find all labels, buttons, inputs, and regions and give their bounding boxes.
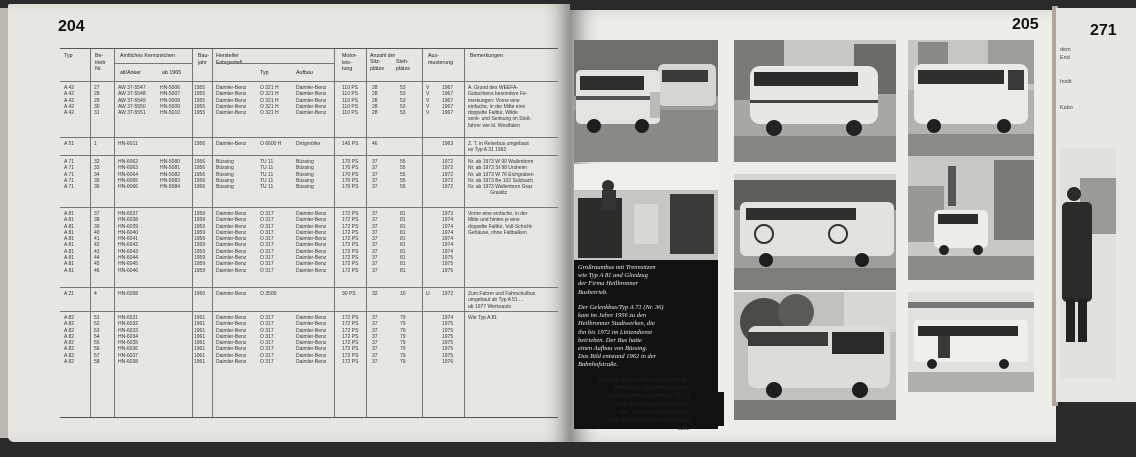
table-cell-sitz: 37 37 37 37 37 37 37 37 37 37 bbox=[372, 211, 378, 274]
header-amtliches-kennzeichen: Amtliches Kennzeichen bbox=[120, 53, 176, 59]
table-cell-bj: 1956 bbox=[194, 141, 206, 147]
table-cell-aufbau: Daimler-Benz Daimler-Benz Daimler-Benz Daimler-Benz Daimler-Benz Daimler-Benz Daimler-Benz Daimler-Benz Daimler-Benz Daimler-Benz bbox=[296, 211, 327, 274]
header-hersteller: Hersteller Fahrgestell bbox=[216, 53, 243, 66]
photo-conductor bbox=[1060, 148, 1116, 378]
group-rule bbox=[60, 155, 558, 156]
table-cell-nr: 27 28 29 30 31 bbox=[94, 85, 100, 117]
table-cell-x: U bbox=[426, 291, 430, 297]
caption-depot: Büssing-Busse stehen im Depot der Werkstatt, nachdem die letzte Großraumbus-Lieferung TU 11 von der Fahrgestellnummer (Nr. 71-A 71) in den Dienst und damit in neuer Lackierung kam. bbox=[598, 376, 691, 433]
table-cell-alt: HN-6058 bbox=[118, 291, 139, 297]
table-cell-x: V V V V V bbox=[426, 85, 430, 117]
group-rule bbox=[60, 137, 558, 138]
table-cell-ab: HN-5080 HN-5081 HN-5082 HN-5083 HN-5084 bbox=[160, 159, 181, 191]
table-cell-remark: A. Grund des WEEFA- Gutachtens besondere Fe- merkungen: Vorne eine einfache, in der Mitte eine doppelte Falttür, Wilde senk- und Senkung im Stoß- fahrer wie kl. Westfalen bbox=[468, 85, 532, 129]
table-cell-fgtyp: O 3500 bbox=[260, 291, 277, 297]
table-cell-nr: 32 33 34 35 36 bbox=[94, 159, 100, 191]
table-cell-typ: A 81 A 81 A 81 A 81 A 81 A 81 A 81 A 81 A 81 A 81 bbox=[64, 211, 75, 274]
photo-bus-square bbox=[908, 40, 1034, 156]
table-cell-nr: 51 52 53 54 55 56 57 58 bbox=[94, 315, 100, 366]
header-alt: alt/Anker bbox=[120, 70, 141, 76]
table-cell-fgtyp: TU 11 TU 11 TU 11 TU 11 TU 11 bbox=[260, 159, 274, 191]
table-cell-aufbau: Daimler-Benz Daimler-Benz Daimler-Benz Daimler-Benz Daimler-Benz Daimler-Benz Daimler-Benz Daimler-Benz bbox=[296, 315, 327, 366]
table-cell-herst: Daimler-Benz bbox=[216, 291, 247, 297]
header-anzahl: Anzahl der bbox=[370, 53, 396, 59]
table-cell-motor: 172 PS 172 PS 172 PS 172 PS 172 PS 172 PS 172 PS 172 PS bbox=[342, 315, 359, 366]
table-cell-nr: 37 38 39 40 41 42 43 44 45 46 bbox=[94, 211, 100, 274]
table-cell-typ: A 51 bbox=[64, 141, 75, 147]
header-motorleistung: Motor- leis- tung bbox=[342, 53, 358, 72]
table-cell-sitz: 46 bbox=[372, 141, 378, 147]
photo-bus-trees bbox=[734, 292, 896, 420]
table-cell-sitz: 28 28 28 28 28 bbox=[372, 85, 378, 117]
header-ab-1965: ab 1965 bbox=[162, 70, 182, 76]
column-divider bbox=[366, 49, 367, 417]
photo-bus-front-station bbox=[734, 174, 896, 290]
header-subdivider bbox=[216, 63, 334, 64]
table-cell-typ: A 42 A 42 A 42 A 42 A 42 bbox=[64, 85, 75, 117]
table-cell-fgtyp: O 321 H O 321 H O 321 H O 321 H O 321 H bbox=[260, 85, 279, 117]
page-number-right: 205 bbox=[1012, 16, 1039, 33]
table-cell-remark: Wie Typ A 81 bbox=[468, 315, 498, 321]
table-cell-alt: HN-6037 HN-6038 HN-6039 HN-6040 HN-6041 HN-6042 HN-6043 HN-6044 HN-6045 HN-6046 bbox=[118, 211, 139, 274]
header-betr-nr: Be- trieb Nr. bbox=[95, 53, 106, 72]
table-cell-bj: 1961 1961 1961 1961 1961 1961 1961 1961 bbox=[194, 315, 206, 366]
side-text-1: dem End bbox=[1060, 47, 1071, 61]
photo-bus-street bbox=[734, 40, 896, 162]
column-divider bbox=[212, 49, 213, 417]
right-page bbox=[570, 10, 1056, 442]
table-cell-fgtyp: O 317 O 317 O 317 O 317 O 317 O 317 O 317 O 317 bbox=[260, 315, 274, 366]
caption-interior: Großraumbus mit Trennsitzen wie Typ A 81 und Gliedzug der Firma Heilbronner Busbetrieb. bbox=[578, 264, 656, 296]
table-cell-alt: AW 37-5547 AW 37-5548 AW 37-5549 AW 37-5550 AW 37-5551 bbox=[118, 85, 146, 117]
table-cell-aus: 1972 1972 1972 1972 1972 bbox=[442, 159, 454, 191]
table-cell-aus: 1974 1975 1975 1975 1975 1975 1975 1976 bbox=[442, 315, 454, 366]
table-cell-steh: 55 55 55 55 55 bbox=[400, 159, 406, 191]
table-cell-alt: HN-6062 HN-6063 HN-6064 HN-6065 HN-6066 bbox=[118, 159, 139, 191]
table-cell-remark: Nr. ab 1973 W 90 Wallenborn Nr. ab 1973 St 98 Ursheim Nr. ab 1973 W 76 Eichgraben Nr. ab 1973 Be 102 Sulzbach Nr. ab 1973 Wallenborn Graz Graslitz bbox=[468, 159, 534, 197]
table-cell-fgtyp: O 317 O 317 O 317 O 317 O 317 O 317 O 317 O 317 O 317 O 317 bbox=[260, 211, 274, 274]
group-rule bbox=[60, 311, 558, 312]
table-cell-aus: 1963 bbox=[442, 141, 454, 147]
table-cell-alt: HN-6011 bbox=[118, 141, 138, 147]
column-divider bbox=[334, 49, 335, 417]
table-cell-nr: 1 bbox=[94, 141, 97, 147]
table-cell-herst: Daimler-Benz Daimler-Benz Daimler-Benz Daimler-Benz Daimler-Benz Daimler-Benz Daimler-Benz Daimler-Benz Daimler-Benz Daimler-Benz bbox=[216, 211, 247, 274]
column-divider bbox=[422, 49, 423, 417]
table-cell-motor: 170 PS 170 PS 170 PS 170 PS 170 PS bbox=[342, 159, 359, 191]
photo-bus-depot-2 bbox=[908, 292, 1034, 392]
table-cell-typ: A 21 bbox=[64, 291, 75, 297]
column-divider bbox=[464, 49, 465, 417]
table-cell-nr: 4 bbox=[94, 291, 97, 297]
fleet-table bbox=[60, 48, 558, 418]
header-bottom-rule bbox=[60, 81, 558, 82]
table-cell-remark: Zum Fahrer und Fahrschulbus umgebaut ab Typ A 51 ... ab 1977 Werksauto bbox=[468, 291, 536, 310]
header-baujahr: Bau- jahr bbox=[198, 53, 210, 66]
third-page bbox=[1056, 8, 1136, 402]
header-typ: Typ bbox=[64, 53, 73, 59]
table-cell-typ: A 71 A 71 A 71 A 71 A 71 bbox=[64, 159, 75, 191]
table-cell-steh: 10 bbox=[400, 291, 406, 297]
table-cell-motor: 110 PS 110 PS 110 PS 110 PS 110 PS bbox=[342, 85, 359, 117]
table-cell-bj: 1955 1955 1955 1955 1955 bbox=[194, 85, 206, 117]
table-cell-steh: 79 79 79 79 79 79 79 79 bbox=[400, 315, 406, 366]
table-cell-herst: Daimler-Benz Daimler-Benz Daimler-Benz Daimler-Benz Daimler-Benz bbox=[216, 85, 247, 117]
header-subdivider bbox=[114, 63, 192, 64]
table-cell-aufbau: Daimler-Benz Daimler-Benz Daimler-Benz Daimler-Benz Daimler-Benz bbox=[296, 85, 327, 117]
header-stehplaetze: Steh- plätze bbox=[396, 59, 411, 72]
table-cell-steh: 81 81 81 81 81 81 81 81 81 81 bbox=[400, 211, 406, 274]
table-cell-remark: Z. T. in Reisebus umgebaut ex Typ A 31 1962 bbox=[468, 141, 529, 154]
table-cell-alt: HN-6031 HN-6032 HN-6033 HN-6034 HN-6035 HN-6036 HN-6037 HN-6038 bbox=[118, 315, 139, 366]
group-rule bbox=[60, 207, 558, 208]
table-cell-herst: Daimler-Benz Daimler-Benz Daimler-Benz Daimler-Benz Daimler-Benz Daimler-Benz Daimler-Benz Daimler-Benz bbox=[216, 315, 247, 366]
column-divider bbox=[90, 49, 91, 417]
table-cell-bj: 1959 1959 1959 1959 1959 1959 1959 1959 1959 1959 bbox=[194, 211, 206, 274]
group-rule bbox=[60, 287, 558, 288]
table-cell-aus: 1973 1974 1974 1974 1974 1974 1974 1975 1975 1975 bbox=[442, 211, 454, 274]
table-cell-aus: 1972 bbox=[442, 291, 454, 297]
table-cell-bj: 1956 1956 1956 1956 1956 bbox=[194, 159, 206, 191]
table-cell-motor: 172 PS 172 PS 172 PS 172 PS 172 PS 172 PS 172 PS 172 PS 172 PS 172 PS bbox=[342, 211, 359, 274]
table-cell-herst: Büssing Büssing Büssing Büssing Büssing bbox=[216, 159, 234, 191]
table-cell-sitz: 37 37 37 37 37 37 37 37 bbox=[372, 315, 378, 366]
table-cell-motor: 90 PS bbox=[342, 291, 356, 297]
side-text-3: Kabo bbox=[1060, 105, 1073, 111]
header-aufbau: Aufbau bbox=[296, 70, 313, 76]
table-cell-bj: 1960 bbox=[194, 291, 206, 297]
column-divider bbox=[114, 49, 115, 417]
caption-articulated-bus: Der Gelenkbus/Typ A 71 (Nr. 36) kam im Jahre 1956 zu den Heilbronner Stadtwerken, die ihn bis 1972 im Liniendienst betrieben. Der Bus hatte einen Aufbau von Büssing. Das Bild entstand 1962 in der Bahnhofstraße. bbox=[578, 304, 664, 369]
table-cell-sitz: 37 37 37 37 37 bbox=[372, 159, 378, 191]
photo-bus-depot bbox=[574, 40, 718, 162]
table-cell-fgtyp: O 6600 H bbox=[260, 141, 282, 147]
table-cell-aufbau: Drögmöller bbox=[296, 141, 321, 147]
table-cell-aus: 1967 1967 1967 1967 1967 bbox=[442, 85, 454, 117]
header-ausmusterung: Aus- musterung bbox=[428, 53, 454, 66]
table-cell-aufbau: Büssing Büssing Büssing Büssing Büssing bbox=[296, 159, 314, 191]
table-cell-herst: Daimler-Benz bbox=[216, 141, 247, 147]
table-cell-motor: 145 PS bbox=[342, 141, 359, 147]
page-number-third: 271 bbox=[1090, 22, 1117, 39]
left-page bbox=[8, 4, 570, 442]
table-cell-ab: HN-5006 HN-5007 HN-5008 HN-5009 HN-5010 bbox=[160, 85, 181, 117]
table-cell-remark: Vorne eine einfache, in der Mitte und hinten je eine doppelte Falttür, Voll-Schicht- Gehäuse, ohne Faltbalken bbox=[468, 211, 534, 236]
column-divider bbox=[192, 49, 193, 417]
header-sitzplaetze: Sitz- plätze bbox=[370, 59, 385, 72]
header-fahrgestell-typ: Typ bbox=[260, 70, 269, 76]
photo-bus-town bbox=[908, 156, 1034, 280]
page-number-left: 204 bbox=[58, 18, 85, 35]
table-cell-sitz: 32 bbox=[372, 291, 378, 297]
table-cell-steh: 53 53 53 53 53 bbox=[400, 85, 406, 117]
side-text-2: Instit bbox=[1060, 79, 1072, 85]
header-bemerkungen: Bemerkungen bbox=[470, 53, 503, 59]
caption-marker bbox=[718, 392, 724, 426]
table-cell-typ: A 82 A 82 A 82 A 82 A 82 A 82 A 82 A 82 bbox=[64, 315, 75, 366]
